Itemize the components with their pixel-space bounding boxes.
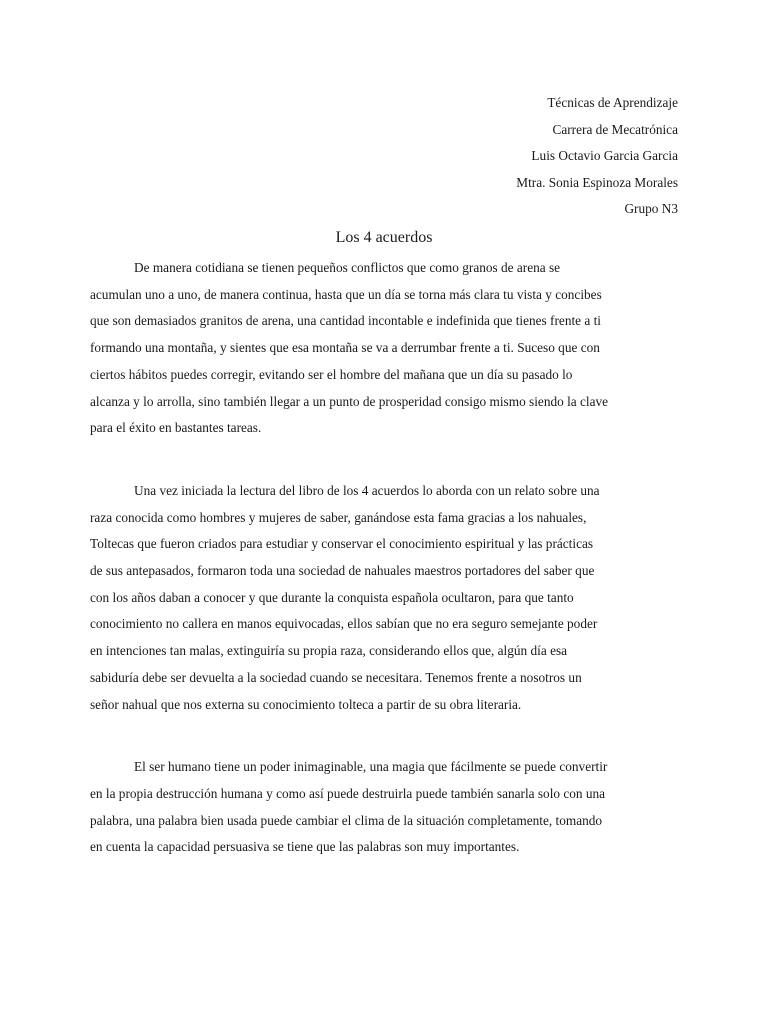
paragraph-line: Una vez iniciada la lectura del libro de los 4 acuerdos lo aborda con un relato sobre una <box>134 482 600 498</box>
paragraph-line: sabiduría debe ser devuelta a la sociedad cuando se necesitara. Tenemos frente a nosotros un <box>90 669 582 685</box>
header-block <box>516 90 678 223</box>
paragraph-line: ciertos hábitos puedes corregir, evitando ser el hombre del mañana que un día su pasado lo <box>90 366 573 382</box>
group-name: Grupo N3 <box>624 201 678 216</box>
paragraph-line: en cuenta la capacidad persuasiva se tiene que las palabras son muy importantes. <box>90 839 520 855</box>
paragraph-line: palabra, una palabra bien usada puede cambiar el clima de la situación completamente, tomando <box>90 812 603 828</box>
paragraph-line: señor nahual que nos externa su conocimiento tolteca a partir de su obra literaria. <box>90 696 522 712</box>
paragraph-line: alcanza y lo arrolla, sino también llegar a un punto de prosperidad consigo mismo siendo la clave <box>90 393 609 409</box>
document-body <box>90 255 678 861</box>
paragraph-line: De manera cotidiana se tienen pequeños conflictos que como granos de arena se <box>134 260 561 275</box>
paragraph-line: de sus antepasados, formaron toda una sociedad de nahuales maestros portadores del saber que <box>90 563 595 579</box>
paragraph-line: acumulan uno a uno, de manera continua, hasta que un día se torna más clara tu vista y concibes <box>90 286 602 302</box>
teacher-name: Mtra. Sonia Espinoza Morales <box>516 174 678 190</box>
paragraph-spacer <box>90 442 678 478</box>
career-name: Carrera de Mecatrónica <box>552 121 678 137</box>
paragraph-line: raza conocida como hombres y mujeres de saber, ganándose esta fama gracias a los nahuales, <box>90 509 587 525</box>
paragraph-line: para el éxito en bastantes tareas. <box>90 420 262 436</box>
paragraph <box>90 255 678 442</box>
paragraph-line: formando una montaña, y sientes que esa montaña se va a derrumbar frente a ti. Suceso que con <box>90 340 600 356</box>
paragraph-line: conocimiento no callera en manos equivocadas, ellos sabían que no era seguro semejante poder <box>90 616 598 632</box>
student-name: Luis Octavio Garcia Garcia <box>531 148 678 163</box>
paragraph-line: en intenciones tan malas, extinguiría su propia raza, considerando ellos que, algún día esa <box>90 643 568 659</box>
paragraph-line: con los años daban a conocer y que durante la conquista española ocultaron, para que tanto <box>90 589 574 605</box>
document-title: Los 4 acuerdos <box>335 229 433 246</box>
paragraph-spacer <box>90 718 678 754</box>
paragraph-line: en la propia destrucción humana y como así puede destruirla puede también sanarla solo con una <box>90 785 606 801</box>
paragraph-line: El ser humano tiene un poder inimaginable, una magia que fácilmente se puede convertir <box>134 759 608 775</box>
paragraph-line: Toltecas que fueron criados para estudiar y conservar el conocimiento espiritual y las prácticas <box>90 536 594 552</box>
paragraph-line: que son demasiados granitos de arena, una cantidad incontable e indefinida que tienes frente a ti <box>90 313 602 329</box>
course-name: Técnicas de Aprendizaje <box>547 95 678 110</box>
paragraph <box>90 478 678 718</box>
paragraph <box>90 754 678 861</box>
